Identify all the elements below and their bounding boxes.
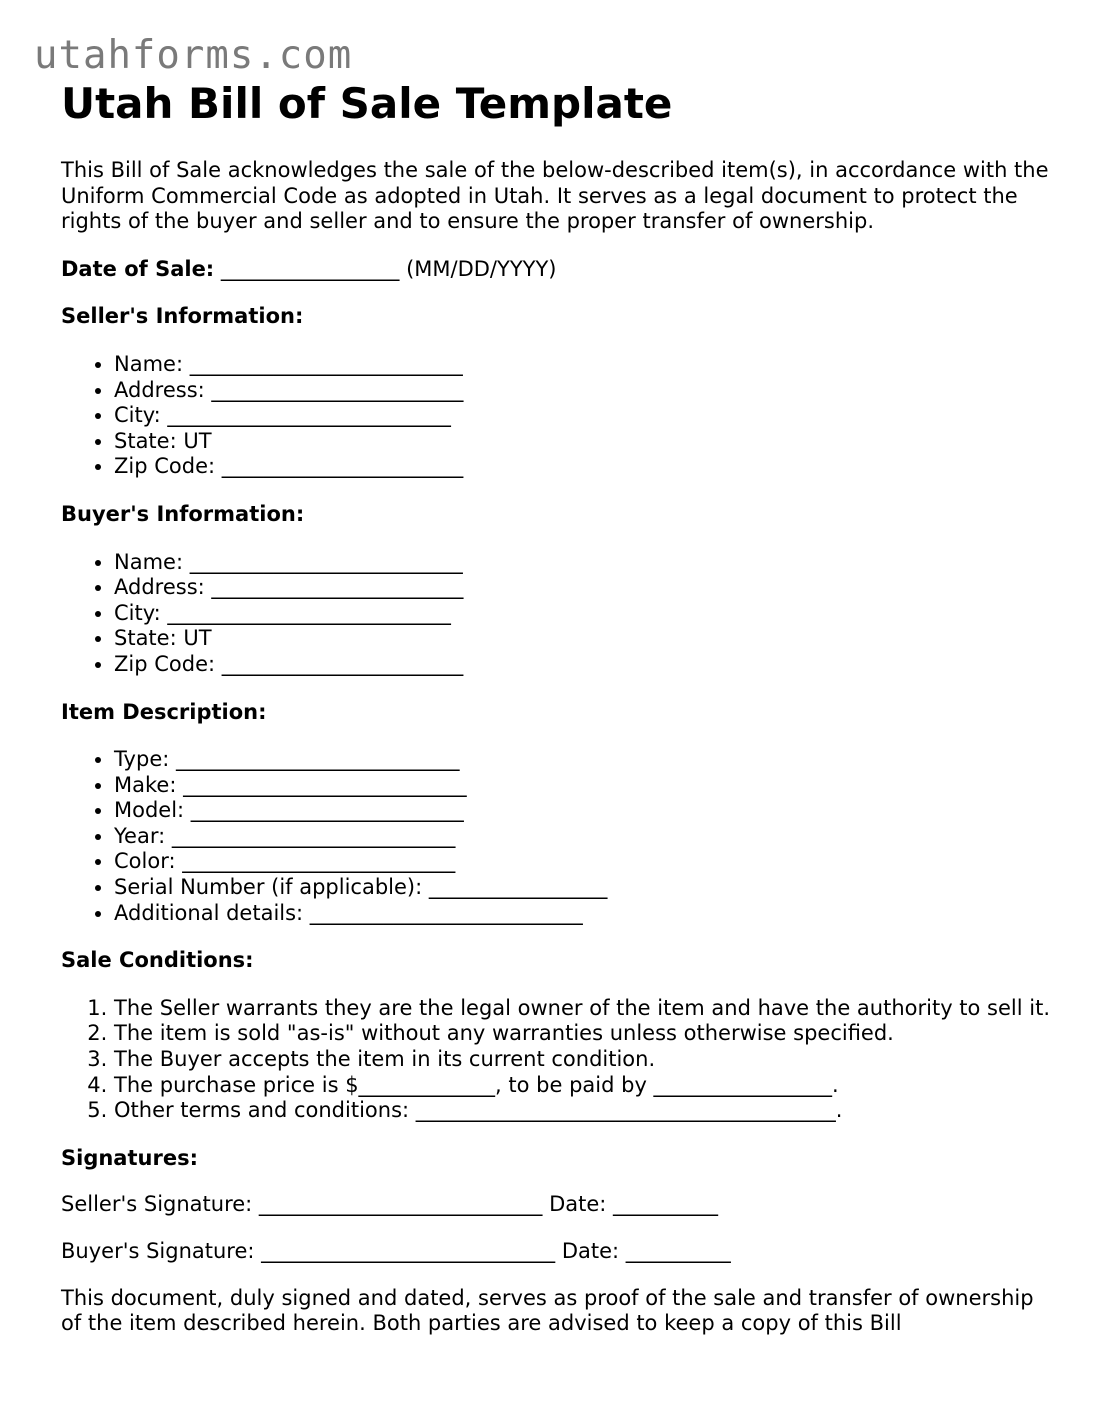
item-make-field: • Make: ___________________________ xyxy=(114,773,1051,799)
condition-item: 4. The purchase price is $_____________, to be paid by _________________. xyxy=(114,1073,1051,1099)
item-model-field: • Model: __________________________ xyxy=(114,798,1051,824)
item-description-list xyxy=(61,747,1051,926)
condition-item: 5. Other terms and conditions: ________________________________________. xyxy=(114,1098,1051,1124)
buyer-signature-line: Buyer's Signature: ____________________________ Date: __________ xyxy=(61,1239,731,1263)
buyer-city-field: • City: ___________________________ xyxy=(114,601,1051,627)
item-color-field: • Color: __________________________ xyxy=(114,849,1051,875)
date-of-sale-line xyxy=(61,257,1051,283)
seller-state-field: • State: UT xyxy=(114,429,1051,455)
condition-item: 3. The Buyer accepts the item in its current condition. xyxy=(114,1047,1051,1073)
buyer-address-field: • Address: ________________________ xyxy=(114,575,1051,601)
condition-item: 1. The Seller warrants they are the legal owner of the item and have the authority to sell it. xyxy=(114,996,1051,1022)
condition-item: 2. The item is sold "as-is" without any warranties unless otherwise specified. xyxy=(114,1021,1051,1047)
buyer-name-field: • Name: __________________________ xyxy=(114,550,1051,576)
intro-paragraph: This Bill of Sale acknowledges the sale of the below-described item(s), in accordance with the Uniform Commercial Code as adopted in Utah. It serves as a legal document to protect the rights of the buyer and seller and to ensure the proper transfer of ownership. xyxy=(61,158,1049,234)
buyer-info-list xyxy=(61,550,1051,678)
date-of-sale-label: Date of Sale: xyxy=(61,256,215,281)
date-of-sale-value: _________________ (MM/DD/YYYY) xyxy=(214,256,557,281)
seller-heading: Seller's Information: xyxy=(61,304,304,329)
item-year-field: • Year: ___________________________ xyxy=(114,824,1051,850)
seller-signature-line: Seller's Signature: ___________________________ Date: __________ xyxy=(61,1192,719,1217)
conditions-heading: Sale Conditions: xyxy=(61,948,254,973)
buyer-heading: Buyer's Information: xyxy=(61,501,305,526)
seller-zip-field: • Zip Code: _______________________ xyxy=(114,454,1051,480)
item-details-field: • Additional details: __________________________ xyxy=(114,901,1051,927)
page-title: Utah Bill of Sale Template xyxy=(61,79,673,128)
seller-name-field: • Name: __________________________ xyxy=(114,352,1051,378)
seller-city-field: • City: ___________________________ xyxy=(114,403,1051,429)
sale-conditions-list xyxy=(61,996,1051,1124)
item-type-field: • Type: ___________________________ xyxy=(114,747,1051,773)
item-heading: Item Description: xyxy=(61,699,267,724)
signatures-heading: Signatures: xyxy=(61,1145,198,1170)
buyer-state-field: • State: UT xyxy=(114,626,1051,652)
buyer-zip-field: • Zip Code: _______________________ xyxy=(114,652,1051,678)
site-watermark: utahforms.com xyxy=(34,33,353,78)
seller-info-list xyxy=(61,352,1051,480)
seller-address-field: • Address: ________________________ xyxy=(114,378,1051,404)
closing-paragraph: This document, duly signed and dated, serves as proof of the sale and transfer of ownership of the item described herein. Both parties are advised to keep a copy of this Bill xyxy=(61,1285,1034,1336)
item-serial-field: • Serial Number (if applicable): _________________ xyxy=(114,875,1051,901)
document-body xyxy=(61,78,1051,1337)
